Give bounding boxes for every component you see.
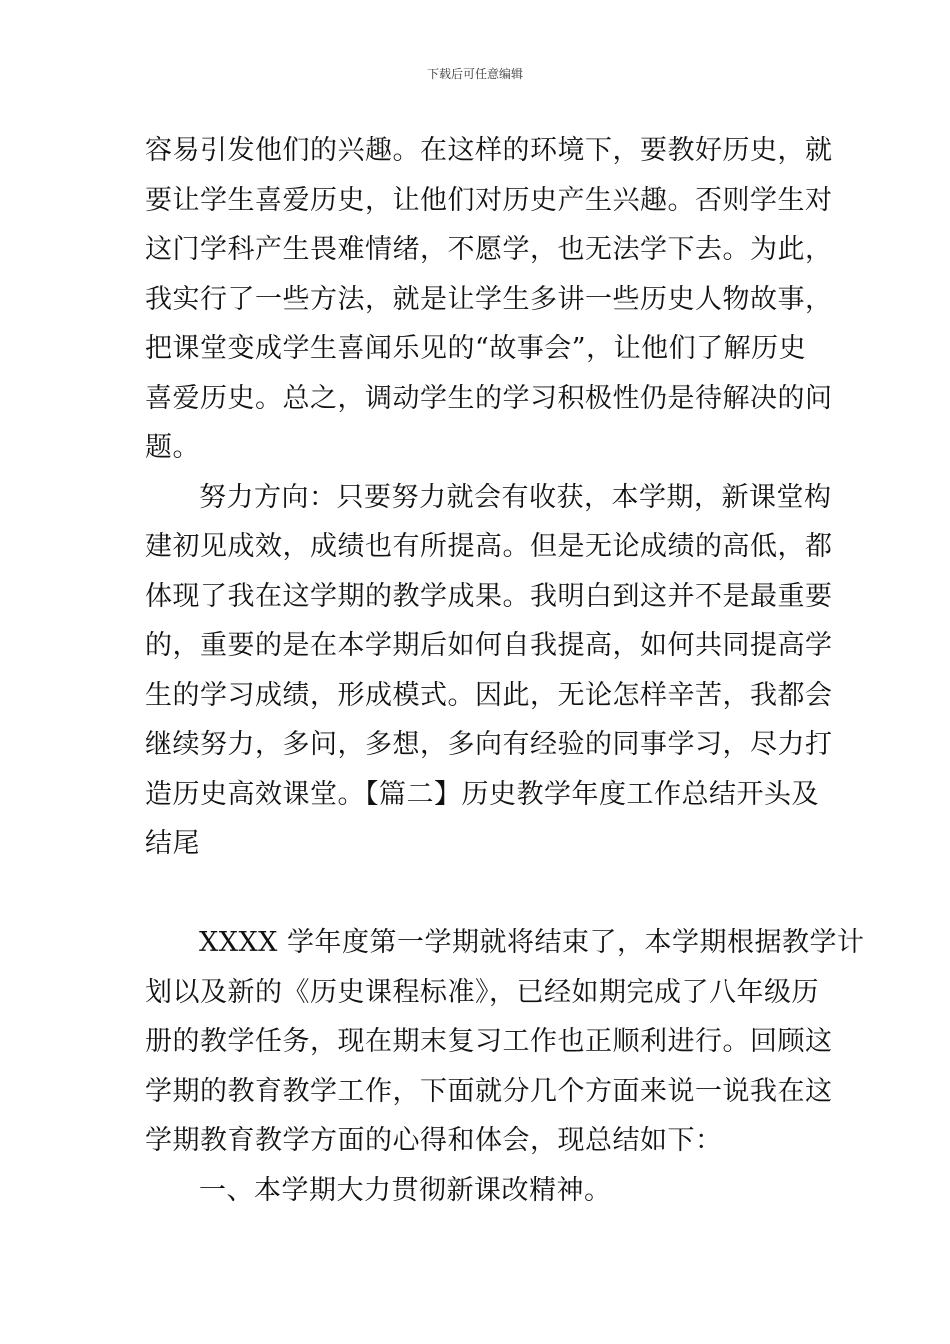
text-line: 册的教学任务，现在期末复习工作也正顺利进行。回顾这	[145, 1026, 833, 1057]
section-heading: 一、本学期大力贯彻新课改精神。	[199, 1174, 612, 1206]
text-line: 结尾	[145, 828, 200, 859]
document-body	[145, 126, 865, 1215]
paragraph-4	[145, 1166, 810, 1216]
text-line: 的，重要的是在本学期后如何自我提高，如何共同提高学	[145, 630, 833, 661]
text-line: 继续努力，多问，多想，多向有经验的同事学习，尽力打	[145, 729, 833, 760]
text-line: 划以及新的《历史课程标准》，已经如期完成了八年级历	[145, 976, 819, 1008]
text-line: 把课堂变成学生喜闻乐见的“故事会”，让他们了解历史	[145, 333, 807, 364]
text-line: 体现了我在这学期的教学成果。我明白到这并不是最重要	[145, 580, 833, 612]
text-line: 学期的教育教学工作，下面就分几个方面来说一说我在这	[145, 1075, 833, 1107]
text-line: 喜爱历史。总之，调动学生的学习积极性仍是待解决的问	[145, 382, 833, 414]
paragraph-2	[145, 473, 833, 869]
text-line: 我实行了一些方法，就是让学生多讲一些历史人物故事，	[145, 283, 833, 315]
text-line: 努力方向：只要努力就会有收获，本学期，新课堂构	[199, 481, 832, 513]
text-line: 建初见成效，成绩也有所提高。但是无论成绩的高低，都	[145, 531, 833, 562]
text-line: 容易引发他们的兴趣。在这样的环境下，要教好历史，就	[145, 135, 833, 166]
text-line: 题。	[145, 432, 200, 463]
paragraph-1	[145, 126, 833, 473]
text-line: 生的学习成绩，形成模式。因此，无论怎样辛苦，我都会	[145, 679, 833, 711]
text-line: 学期教育教学方面的心得和体会，现总结如下：	[145, 1125, 723, 1156]
text-line: 造历史高效课堂。【篇二】历史教学年度工作总结开头及	[145, 778, 819, 810]
text-line: XXXX 学年度第一学期就将结束了，本学期根据教学计	[199, 927, 865, 958]
paragraph-gap	[145, 869, 810, 919]
text-line: 这门学科产生畏难情绪，不愿学，也无法学下去。为此，	[145, 234, 833, 265]
text-line: 要让学生喜爱历史，让他们对历史产生兴趣。否则学生对	[145, 184, 833, 216]
paragraph-3	[145, 918, 865, 1166]
page-header: 下载后可任意编辑	[426, 67, 523, 81]
